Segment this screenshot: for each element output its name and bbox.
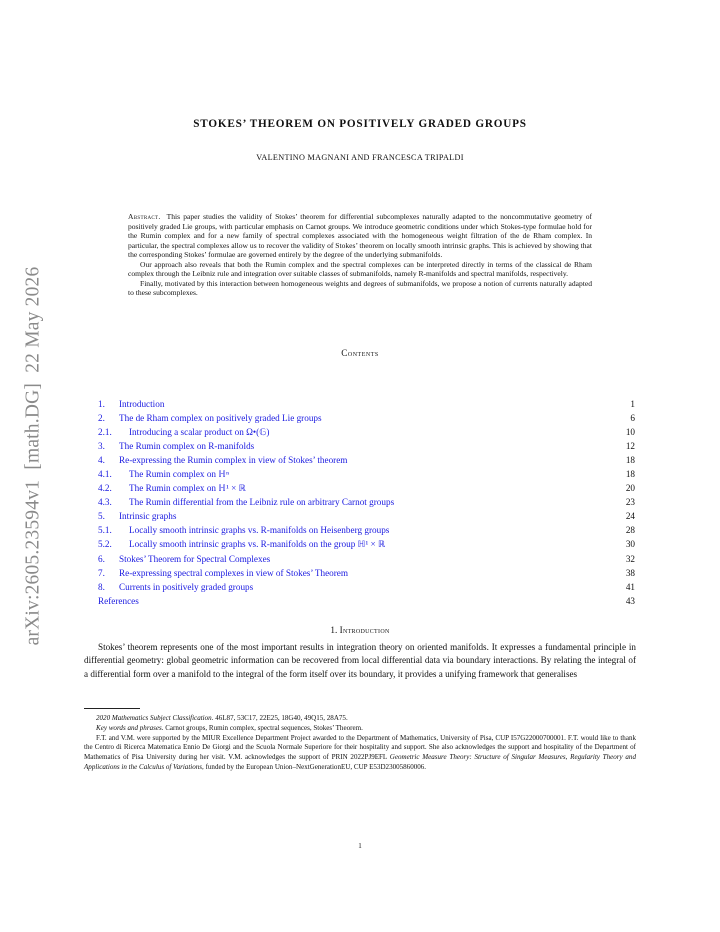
footnote-keywords-label: Key words and phrases. (96, 723, 164, 732)
toc-entry-title: Locally smooth intrinsic graphs vs. R-manifolds on Heisenberg groups (129, 525, 390, 536)
toc-entry-title: The de Rham complex on positively graded Lie groups (119, 413, 322, 424)
toc-entry-title: Introducing a scalar product on Ω•(𝔾) (129, 427, 270, 438)
toc-entry[interactable] (98, 425, 635, 439)
abstract (128, 212, 592, 298)
toc-entry-page: 32 (625, 553, 635, 564)
toc-entry-number: 5.2. (98, 539, 112, 550)
paper-authors: VALENTINO MAGNANI AND FRANCESCA TRIPALDI (256, 153, 464, 162)
toc-entry-title: Re-expressing spectral complexes in view of Stokes’ Theorem (119, 567, 349, 578)
toc-entry-title: The Rumin differential from the Leibniz rule on arbitrary Carnot groups (129, 497, 395, 508)
footnote-keywords (84, 724, 636, 734)
toc-entry-page: 28 (625, 525, 635, 536)
toc-entry-page: 20 (625, 483, 635, 494)
toc-entry-link[interactable] (98, 481, 246, 495)
abstract-label: Abstract. (128, 212, 161, 221)
toc-entry-page: 24 (625, 511, 635, 522)
page-number: 1 (358, 842, 362, 850)
toc-entry-page: 43 (625, 595, 635, 606)
toc-entry-page: 18 (625, 455, 635, 466)
toc-entry-link[interactable] (98, 453, 347, 467)
toc-entry-page: 1 (630, 399, 635, 409)
toc-entry-link[interactable] (98, 523, 389, 537)
abstract-paragraph-3: Finally, motivated by this interaction between homogeneous weights and degrees of submanifolds, we propose a notion of currents naturally adapted to these subcomplexes. (128, 278, 592, 298)
contents-heading: Contents (341, 348, 379, 358)
toc-entry-title: Re-expressing the Rumin complex in view of Stokes’ theorem (119, 455, 348, 466)
toc-entry-title: The Rumin complex on ℍⁿ (129, 469, 230, 480)
toc-entry-link[interactable] (98, 397, 164, 411)
toc-entry[interactable] (98, 537, 635, 551)
toc-entry-link[interactable] (98, 552, 270, 566)
section-1-body (84, 641, 636, 681)
toc-entry[interactable] (98, 439, 635, 453)
paper-title: STOKES’ THEOREM ON POSITIVELY GRADED GROUPS (193, 118, 527, 130)
abstract-text-1: This paper studies the validity of Stokes’ theorem for differential subcomplexes naturally adapted to the noncommutative geometry of positively graded Lie groups, with particular emphasis on Carnot groups. We introduce geometric conditions under which Stokes-type formulae hold for the Rumin complex and for a new family of spectral complexes associated with the homogeneous weight filtration of the de Rham complex. In particular, the spectral complexes allow us to recover the validity of Stokes’ theorem on locally smooth intrinsic graphs. This is achieved by showing that the corresponding Stokes’ formulae are governed entirely by the degree of the underlying submanifolds. (128, 212, 592, 260)
footnote-funding-text-1: F.T. and V.M. were supported by the MIUR Excellence Department Project awarded to the Department of Mathematics, University of Pisa, CUP I57G22000700001. F.T. would like to thank the Centro di Ricerca Matematica Ennio De Giorgi and the Scuola Normale Superiore for their hospitality and support. She also acknowledges the support and hospitality of the Department of Mathematics of Pisa University during her visit. V.M. acknowledges the support of PRIN 2022PJ9EFL (84, 733, 636, 761)
toc-entry-link[interactable] (98, 509, 176, 523)
toc-entry-page: 41 (625, 581, 635, 592)
toc-entry-title: Introduction (119, 399, 165, 409)
toc-entry[interactable] (98, 523, 635, 537)
toc-entry[interactable] (98, 566, 635, 580)
toc-entry-page: 6 (630, 413, 635, 424)
toc-entry-link[interactable] (98, 594, 139, 608)
toc-entry-link[interactable] (98, 537, 385, 551)
toc-entry[interactable] (98, 411, 635, 425)
section-1-number: 1. (330, 625, 338, 635)
toc-entry-link[interactable] (98, 495, 394, 509)
section-1-heading (0, 625, 720, 635)
toc-entry-number: 4.1. (98, 469, 112, 480)
toc-entry-link[interactable] (98, 411, 322, 425)
toc-entry-number: 7. (98, 567, 105, 578)
toc-entry[interactable] (98, 495, 635, 509)
toc-entry-link[interactable] (98, 467, 229, 481)
footnote-funding-italic: Geometric Measure Theory: Structure of Singular Measures, Regularity Theory and Applications in the Calculus of Variations, (84, 753, 636, 771)
toc-entry-title: The Rumin complex on R-manifolds (119, 441, 255, 452)
toc-entry-page: 12 (625, 441, 635, 452)
toc-entry-title: The Rumin complex on ℍ¹ × ℝ (129, 483, 246, 494)
abstract-paragraph-1 (128, 212, 592, 260)
toc-entry-page: 30 (625, 539, 635, 550)
toc-entry-title: Currents in positively graded groups (119, 581, 254, 592)
toc-entry[interactable] (98, 397, 635, 411)
toc-entry[interactable] (98, 594, 635, 608)
toc-entry-number: 1. (98, 399, 105, 409)
toc-entry-number: 6. (98, 553, 105, 564)
table-of-contents (98, 397, 635, 608)
toc-entry-page: 18 (625, 469, 635, 480)
section-1-title: Introduction (339, 625, 390, 635)
section-1-paragraph: Stokes’ theorem represents one of the most important results in integration theory on oriented manifolds. It expresses a fundamental principle in differential geometry: global geometric information can be recovered from local differential data via boundary interactions. By relating the integral of a differential form over a manifold to the integral of the form itself over its boundary, it provides a unifying framework that generalises (84, 642, 636, 679)
arxiv-identifier-stamp (8, 236, 58, 676)
toc-entry[interactable] (98, 552, 635, 566)
toc-entry-number: 5. (98, 511, 105, 522)
toc-entry-page: 10 (625, 427, 635, 438)
footnote-msc (84, 714, 636, 724)
footnote-funding (84, 734, 636, 773)
toc-entry-title: Locally smooth intrinsic graphs vs. R-manifolds on the group ℍ¹ × ℝ (129, 539, 386, 550)
footnote-msc-codes: 46L87, 53C17, 22E25, 18G40, 49Q15, 28A75. (215, 714, 348, 722)
abstract-paragraph-2: Our approach also reveals that both the Rumin complex and the spectral complexes can be interpreted directly in terms of the classical de Rham complex through the Leibniz rule and integration over suitable classes of submanifolds, namely R-manifolds and spectral manifolds, respectively. (128, 259, 592, 279)
toc-entry-page: 23 (625, 497, 635, 508)
toc-entry-number: 4.2. (98, 483, 112, 494)
footnote-rule (84, 708, 140, 709)
toc-entry-number: 4.3. (98, 497, 112, 508)
toc-entry[interactable] (98, 453, 635, 467)
toc-entry-link[interactable] (98, 580, 253, 594)
toc-entry-number: 3. (98, 441, 105, 452)
toc-entry[interactable] (98, 481, 635, 495)
toc-entry-number: 5.1. (98, 525, 112, 536)
toc-entry[interactable] (98, 467, 635, 481)
toc-entry-title: References (98, 595, 139, 606)
footnotes (84, 714, 636, 773)
footnote-keywords-text: Carnot groups, Rumin complex, spectral sequences, Stokes’ Theorem. (165, 723, 363, 732)
toc-entry-page: 38 (625, 567, 635, 578)
toc-entry-link[interactable] (98, 566, 348, 580)
toc-entry[interactable] (98, 580, 635, 594)
toc-entry-number: 8. (98, 581, 105, 592)
toc-entry-title: Intrinsic graphs (119, 511, 177, 522)
toc-entry[interactable] (98, 509, 635, 523)
toc-entry-number: 2. (98, 413, 105, 424)
toc-entry-number: 2.1. (98, 427, 112, 438)
toc-entry-link[interactable] (98, 425, 269, 439)
toc-entry-link[interactable] (98, 439, 254, 453)
footnote-funding-text-2: funded by the European Union–NextGenerationEU, CUP E53D23005860006. (205, 762, 427, 771)
toc-entry-title: Stokes’ Theorem for Spectral Complexes (119, 553, 271, 564)
footnote-msc-label: 2020 Mathematics Subject Classification. (96, 714, 214, 722)
toc-entry-number: 4. (98, 455, 105, 466)
arxiv-identifier-text: arXiv:2605.23594v1 [math.DG] 22 May 2026 (22, 266, 44, 646)
